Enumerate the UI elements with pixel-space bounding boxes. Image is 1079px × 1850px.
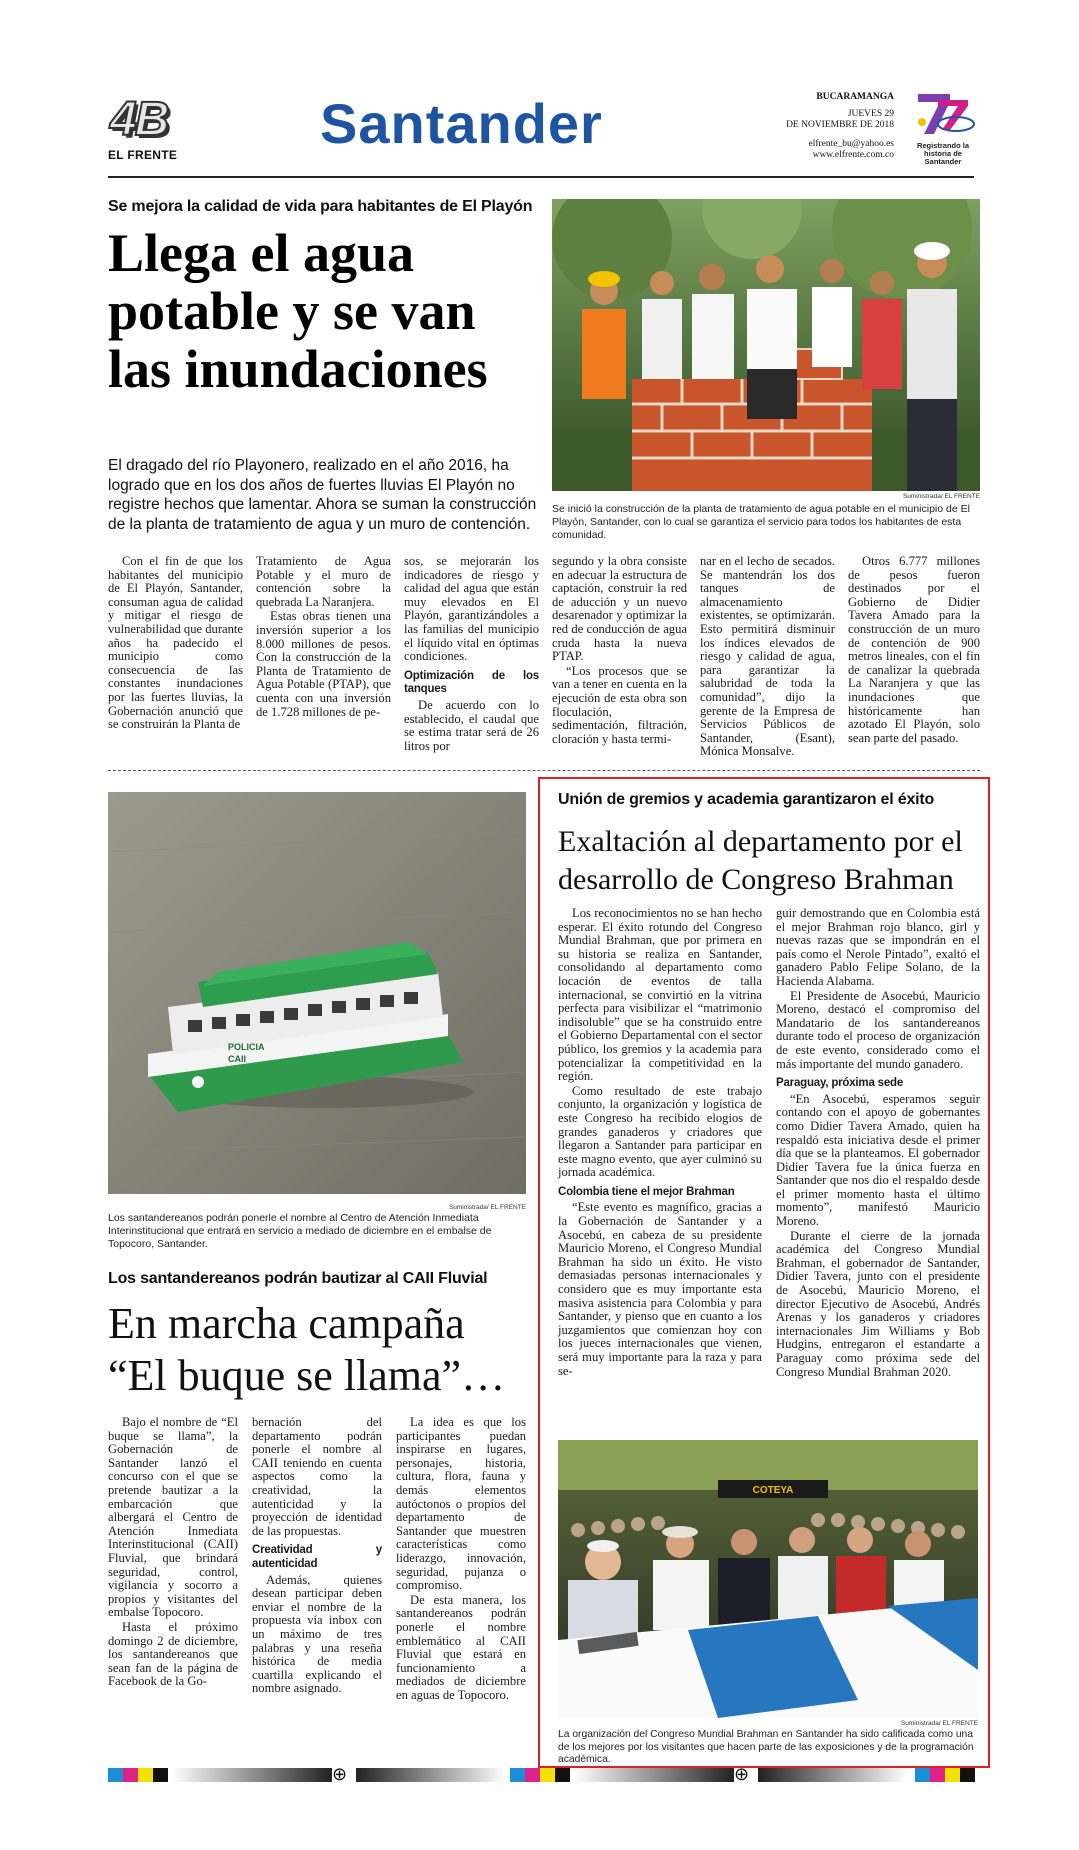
dateline: [780, 92, 894, 161]
congress-photo: [558, 1440, 978, 1718]
article1-photo: [552, 199, 980, 491]
page-number: 4B: [110, 93, 168, 146]
print-registration-footer: [0, 1764, 1079, 1794]
yellow-swatch: [945, 1768, 960, 1782]
subheading: Optimización de los tanques: [404, 669, 539, 696]
paragraph: El Presidente de Asocebú, Mauricio Moreno, destacó el compromiso del Mandatario de los santandereanos durante todo el proceso de organización de este evento, considerado como el más importante del mundo ganadero.: [776, 988, 980, 1071]
paragraph: Estas obras tienen una inversión superior a los 8.000 millones de pesos. Con la construcción de la Planta de Tratamiento de Agua Potable (PTAP), que cuenta con una inversión de 1.728 millones de pe-: [256, 609, 391, 719]
registration-mark-icon: ⊕: [734, 1764, 750, 1784]
paper-name: EL FRENTE: [108, 148, 178, 162]
paragraph: sos, se mejorarán los indicadores de riesgo y calidad del agua que están muy elevados en El Playón, garantizándoles a las familias del municipio el líquido vital en óptimas condiciones.: [404, 554, 539, 664]
article-agua-potable: [0, 180, 1079, 770]
cmyk-bar-right: [915, 1768, 975, 1782]
article3-kicker: Unión de gremios y academia garantizaron el éxito: [558, 791, 935, 808]
gray-bar: [172, 1768, 332, 1782]
paragraph: nar en el lecho de secados. Se mantendrán los dos tanques de almacenamiento existentes, se optimizarán. Esto permitirá disminuir los índices elevados de riesgo y calidad de agua, para garantizar la salubridad de toda la comunidad”, dijo la gerente de la Empresa de Servicios Públicos de Santander, (Esant), Mónica Monsalve.: [700, 554, 835, 759]
article1-headline: [108, 224, 548, 398]
cyan-swatch: [915, 1768, 930, 1782]
article1-photo-credit: Suministrada/ EL FRENTE: [902, 493, 980, 500]
article-congreso-brahman: [538, 777, 990, 1768]
article3-photo-caption: La organización del Congreso Mundial Brahman en Santander ha sido calificada como una de los mejores por los visitantes que hacen parte de las exposiciones y de la programación académica.: [558, 1729, 974, 1765]
article2-column-2: [252, 1416, 382, 1697]
logo-caption: Registrando la historia de Santander: [916, 141, 970, 166]
paragraph: De acuerdo con lo establecido, el caudal que se estima tratar será de 26 litros por: [404, 697, 539, 753]
article2-column-1: [108, 1416, 238, 1690]
paragraph: Con el fin de que los habitantes del municipio de El Playón, Santander, consuman agua de calidad y mitigar el riesgo de vulnerabilidad que durante años ha padecido el municipio como consecuencia de las constantes inundaciones por las fuertes lluvias, la Gobernación anunció que se construirán la Planta de: [108, 554, 243, 732]
date-day: JUEVES 29: [847, 109, 894, 119]
yellow-swatch: [540, 1768, 555, 1782]
article2-photo-credit: Suministrada/ EL FRENTE: [448, 1204, 526, 1211]
subheading: Paraguay, próxima sede: [776, 1077, 904, 1090]
paragraph: Tratamiento de Agua Potable y el muro de contención sobre la quebrada La Naranjera.: [256, 554, 391, 609]
boat-photo: [108, 792, 526, 1194]
paragraph: “Los procesos que se van a tener en cuenta en la ejecución de esta obra son floculación, sedimentación, filtración, cloración y hasta termi-: [552, 663, 687, 746]
article1-column-6: [848, 555, 980, 746]
header-rule: [108, 176, 974, 178]
magenta-swatch: [525, 1768, 540, 1782]
paragraph: Bajo el nombre de “El buque se llama”, la Gobernación de Santander lanzó el concurso con el que se pretende bautizar a la embarcación que albergará el Centro de Atención Inmediata Interinstitucional (CAII) Fluvial, que brindará seguridad, control, vigilancia y socorro a propios y visitantes del embalse Topocoro.: [108, 1415, 238, 1620]
article3-headline: [558, 823, 983, 899]
paragraph: La idea es que los participantes puedan inspirarse en lugares, personajes, historia, cultura, flora, fauna y demás elementos autóctonos o propios del departamento de Santander que muestren características como liderazgo, innovación, seguridad, pujanza o compromiso.: [396, 1415, 526, 1593]
paragraph: bernación del departamento podrán ponerle el nombre al CAII teniendo en cuenta aspectos como la creatividad, la autenticidad y la proyección de identidad de las propuestas.: [252, 1415, 382, 1538]
anniversary-logo: [910, 90, 976, 166]
article3-photo-credit: Suministrada/ EL FRENTE: [900, 1720, 978, 1727]
magenta-swatch: [930, 1768, 945, 1782]
article1-column-1: [108, 555, 243, 733]
article1-column-3: [404, 555, 539, 754]
article1-headline-line3: las inundaciones: [108, 339, 488, 399]
paragraph: Como resultado de este trabajo conjunto, la organización y logística de este Congreso ha recibido elogios de grandes ganaderos y criadores que llegaron a Santander para participar en este magno evento, que ayer culminó su jornada académica.: [558, 1083, 762, 1180]
black-swatch: [960, 1768, 975, 1782]
section-divider: [108, 770, 980, 771]
email: elfrente_bu@yahoo.es: [808, 139, 894, 149]
paragraph: De esta manera, los santandereanos podrán ponerle el nombre emblemático al CAII Fluvial que estará en funcionamiento a mediados de diciembre en aguas de Topocoro.: [396, 1592, 526, 1702]
article1-headline-line1: Llega el agua: [108, 223, 414, 283]
article2-photo: [108, 792, 526, 1194]
article2-kicker: Los santandereanos podrán bautizar al CAII Fluvial: [108, 1270, 488, 1287]
seven-logo-icon: [910, 90, 976, 138]
article1-column-4: [552, 555, 687, 747]
cyan-swatch: [108, 1768, 123, 1782]
city: BUCARAMANGA: [816, 92, 894, 102]
paragraph: Además, quienes desean participar deben enviar el nombre de la propuesta vía inbox con un máximo de tres palabras y una reseña histórica de media cuartilla explicando el nombre asignado.: [252, 1572, 382, 1696]
black-swatch: [153, 1768, 168, 1782]
registration-mark-icon: ⊕: [332, 1764, 348, 1784]
subheading: Colombia tiene el mejor Brahman: [558, 1185, 735, 1198]
gray-bar: [574, 1768, 734, 1782]
gray-bar: [356, 1768, 506, 1782]
boat-label-policia: POLICIA: [228, 1042, 265, 1052]
cyan-swatch: [510, 1768, 525, 1782]
date-month: DE NOVIEMBRE DE 2018: [786, 120, 894, 130]
paragraph: “En Asocebú, esperamos seguir contando con el apoyo de gobernantes como Didier Tavera Amado, quien ha respaldó esta iniciativa desde el primer día que se la planteamos. El gobernador Didier Tavera fue la única fuerza en Santander que nos dio el respaldo desde el primer momento hasta el último momento”, manifestó Mauricio Moreno.: [776, 1091, 980, 1229]
boat-label-caii: CAII: [228, 1054, 246, 1064]
article3-headline-line1: Exaltación al departamento por el: [558, 825, 963, 858]
article1-column-5: [700, 555, 835, 760]
paragraph: Durante el cierre de la jornada académica del Congreso Mundial Brahman, el gobernador de Santander, Didier Tavera, junto con el presidente de Asocebú, Mauricio Moreno, el director Ejecutivo de Asocebú, Andrés Arenas y los ganaderos y criadores internacionales Jim Williams y Bob Hudgins, entregaron el estandarte a Paraguay como próxima sede del Congreso Mundial Brahman 2020.: [776, 1228, 980, 1379]
article2-headline: [108, 1298, 528, 1402]
article1-photo-caption: Se inició la construcción de la planta de tratamiento de agua potable en el municipio de El Playón, Santander, con lo cual se garantiza el servicio para todos los habitantes de esta comunidad.: [552, 503, 970, 541]
black-swatch: [555, 1768, 570, 1782]
banner-text: COTEYA: [752, 1485, 794, 1496]
yellow-swatch: [138, 1768, 153, 1782]
article1-headline-line2: potable y se van: [108, 281, 476, 341]
subheading: Creatividad y autenticidad: [252, 1544, 382, 1570]
article2-column-3: [396, 1416, 526, 1703]
article3-column-2: [776, 907, 980, 1380]
article1-kicker: Se mejora la calidad de vida para habitantes de El Playón: [108, 198, 533, 215]
cmyk-bar-mid: [510, 1768, 570, 1782]
cmyk-bar-left: [108, 1768, 168, 1782]
article3-photo: [558, 1440, 978, 1718]
page-header: [0, 0, 1079, 185]
article3-column-1: [558, 907, 762, 1379]
paragraph: guir demostrando que en Colombia está el mejor Brahman rojo blanco, girl y nuevas razas que se impondrán en el país como el Nerole Pintado”, exaltó el ganadero Pablo Felipe Solano, de la Hacienda Alabama.: [776, 906, 980, 988]
gray-bar: [758, 1768, 908, 1782]
article-caii-fluvial: [0, 780, 535, 1780]
paragraph: “Este evento es magnífico, gracias a la Gobernación de Santander y a Asocebú, en cabeza de su presidente Mauricio Moreno, el Congreso Mundial Brahman ha sido un éxito. He visto demasiadas personas internacionales y considero que es muy importante esta masiva asistencia para Colombia y para Santander, y pienso que en cuanto a los juzgamientos que comienzan hoy con los jueces internacionales que vienen, será muy importante para la raza y para se-: [558, 1200, 762, 1378]
article2-headline-line2: “El buque se llama”…: [108, 1351, 506, 1400]
article2-headline-line1: En marcha campaña: [108, 1299, 465, 1348]
paragraph: Los reconocimientos no se han hecho esperar. El éxito rotundo del Congreso Mundial Brahman, que por primera en su historia se realiza en Santander, consolidando al departamento como locación de eventos de talla internacional, se convirtió en la vitrina perfecta para visibilizar el “matrimonio indisoluble” que se ha construido entre el Gobierno Departamental con el sector público, los gremios y la academia para potencializar la competitividad en la región.: [558, 906, 762, 1084]
paragraph: Hasta el próximo domingo 2 de diciembre, los santandereanos que sean fan de la página de Facebook de la Go-: [108, 1619, 238, 1689]
section-title: Santander: [320, 92, 603, 155]
article2-photo-caption: Los santandereanos podrán ponerle el nombre al Centro de Atención Inmediata Interinstitucional que entrará en servicio a mediado de diciembre en el embalse de Topocoro, Santander.: [108, 1212, 492, 1250]
article3-headline-line2: desarrollo de Congreso Brahman: [558, 863, 954, 896]
article1-lead: El dragado del río Playonero, realizado en el año 2016, ha logrado que en los dos años de fuertes lluvias El Playón no registre hechos que lamentar. Ahora se suman la construcción de la planta de tratamiento de agua y un muro de contención.: [108, 457, 537, 533]
article1-column-2: [256, 555, 391, 720]
construction-photo: [552, 199, 980, 491]
paragraph: Otros 6.777 millones de pesos fueron destinados por el Gobierno de Didier Tavera Amado para la construcción de un muro de contención de 900 metros lineales, con el fin de canalizar la quebrada La Naranjera y que las inundaciones que históricamente han azotado El Playón, solo sean parte del pasado.: [848, 554, 980, 745]
paragraph: segundo y la obra consiste en adecuar la estructura de captación, construir la red de aducción y un nuevo desarenador y optimizar la red de conducción de agua cruda hasta la nueva PTAP.: [552, 554, 687, 664]
website: www.elfrente.com.co: [812, 150, 894, 160]
magenta-swatch: [123, 1768, 138, 1782]
